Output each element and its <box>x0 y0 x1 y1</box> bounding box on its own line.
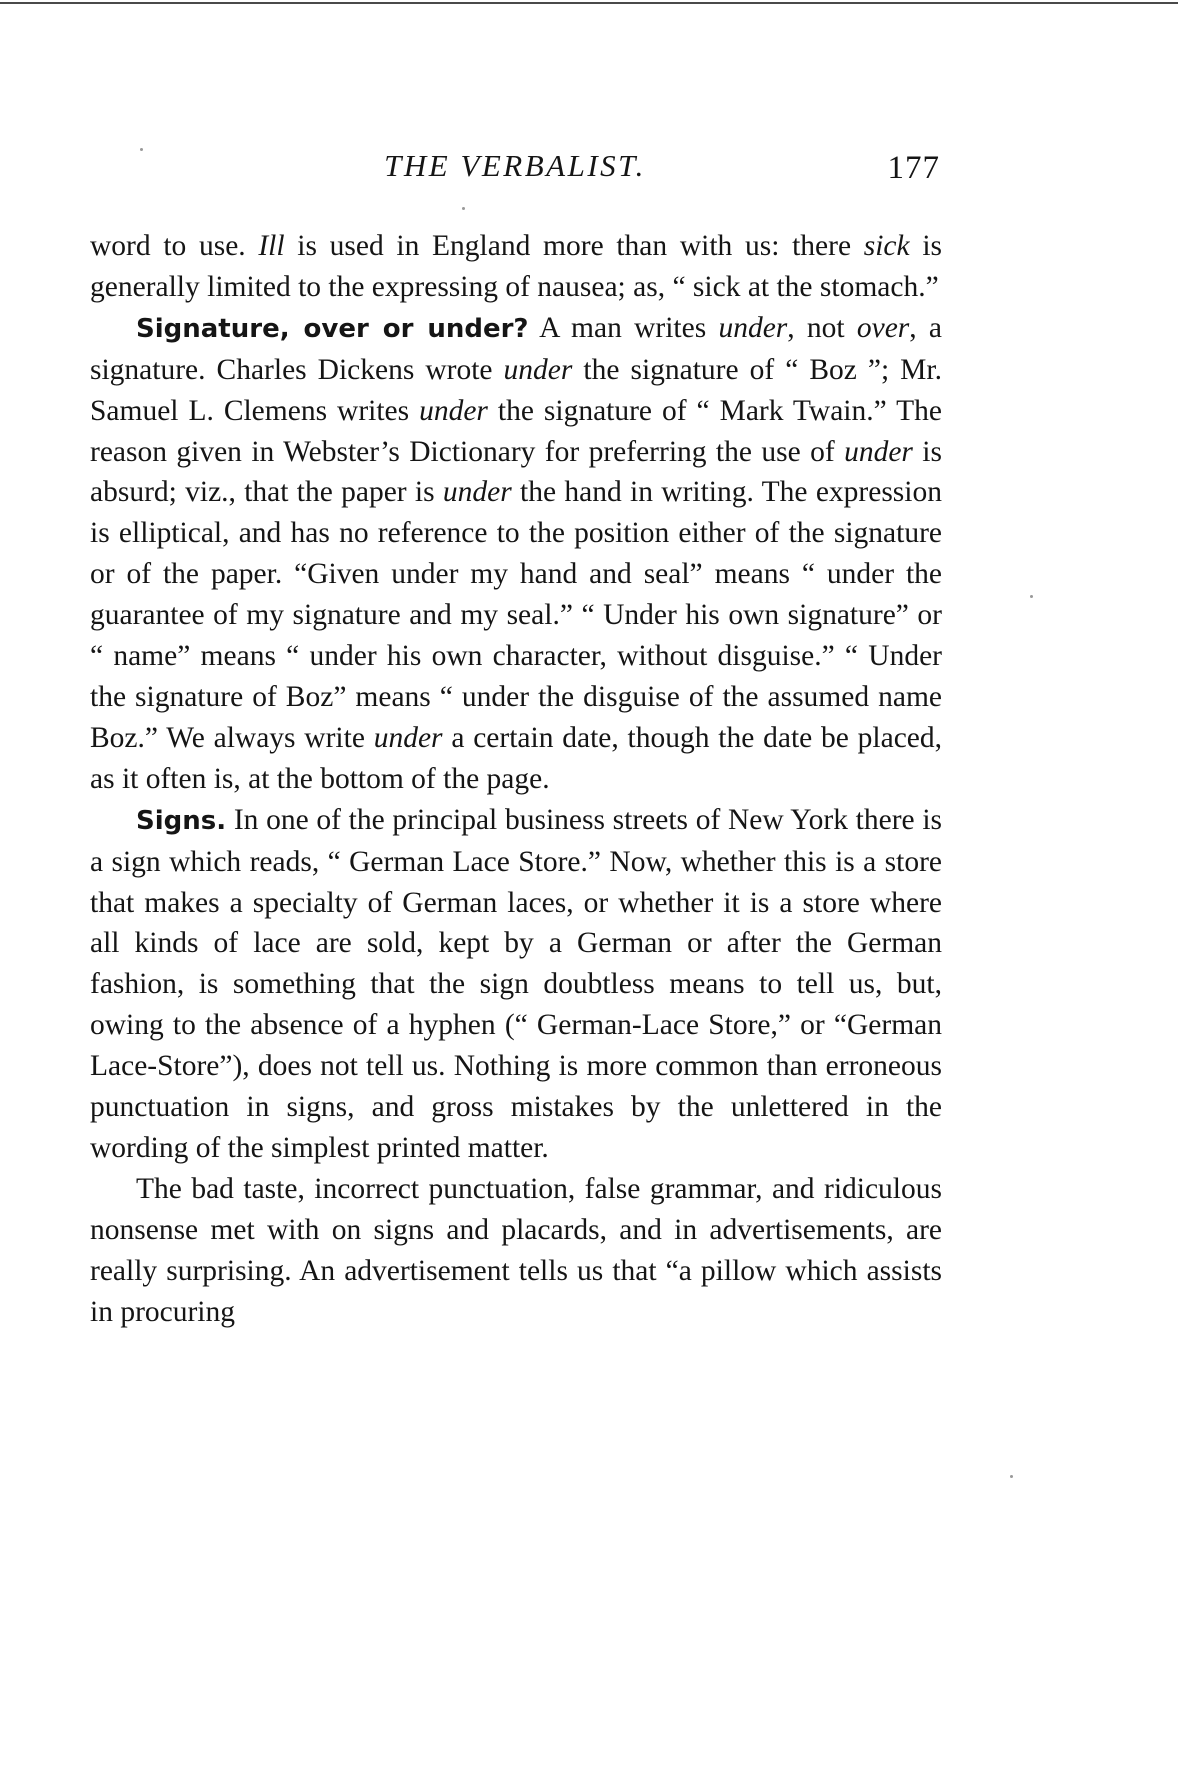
italic-word: over <box>856 311 910 344</box>
text-run: is generally limited to the expressing of nausea; as, “ sick at the stomach.” <box>90 230 942 303</box>
text-run: In one of the principal business streets of New York there is a sign which reads, “ German Lace Store.” Now, whether this is a store that makes a specialty of German laces, or whether it is a store where all kinds of lace are sold, kept by a German or after the German fashion, is something that the sign doubtless means to tell us, but, owing to the absence of a hyphen (“ German-Lace Store,” or “German Lace-Store”), does not tell us. Nothing is more common than erroneous punctuation in signs, and gross mistakes by the unlettered in the wording of the simplest printed matter. <box>90 803 942 1164</box>
running-title: THE VERBALIST. <box>384 148 646 183</box>
paper-speck <box>462 207 465 210</box>
top-edge-rule <box>0 2 1178 4</box>
italic-word: under <box>442 476 512 509</box>
text-run: The bad taste, incorrect punctuation, false grammar, and ridiculous nonsense met with on signs and placards, and in advertisements, are really surprising. An advertisement tells us that “a pillow which assists in procuring <box>90 1172 942 1328</box>
text-run: word to use. <box>90 230 259 262</box>
italic-word: under <box>503 353 573 386</box>
text-run: the hand in writing. The expression is elliptical, and has no reference to the position either of the signature or of the paper. “Given under my hand and seal” means “ under the guarantee of my signature and my seal.” “ Under his own signature” or “ name” means “ under his own character, without disguise.” “ Under the signature of Boz” means “ under the disguise of the assumed name Boz.” We always write <box>90 476 942 754</box>
entry-signs <box>90 800 942 1169</box>
page-number: 177 <box>887 150 940 186</box>
italic-word: Ill <box>258 230 285 262</box>
italic-word: under <box>718 311 788 344</box>
page-body <box>90 226 942 1332</box>
entry-signature <box>90 308 942 800</box>
text-run: is absurd; viz., that the paper is <box>90 435 942 509</box>
entry-heading: Signature, over or under? <box>136 313 529 344</box>
text-run: the signature of “ Mark Twain.” The reason given in Webster’s Dictionary for preferring the use of <box>90 394 942 468</box>
entry-heading: Signs. <box>136 805 227 836</box>
italic-word: under <box>419 394 488 427</box>
text-run: , a signature. Charles Dickens wrote <box>90 311 943 386</box>
text-run: a certain date, though the date be placed, as it often is, at the bottom of the page. <box>90 721 943 795</box>
paper-speck <box>1010 1475 1013 1478</box>
italic-word: under <box>373 721 443 754</box>
paragraph-continuation <box>90 226 942 308</box>
text-run: A man writes <box>528 311 719 344</box>
text-run: is used in England more than with us: there <box>284 230 864 262</box>
text-run: , not <box>787 311 857 344</box>
italic-word: sick <box>863 230 910 262</box>
paragraph <box>90 1169 942 1333</box>
paper-speck <box>1030 595 1033 598</box>
running-head <box>90 148 940 192</box>
italic-word: under <box>844 435 913 468</box>
text-run: the signature of “ Boz ”; Mr. Samuel L. Clemens writes <box>90 353 942 427</box>
